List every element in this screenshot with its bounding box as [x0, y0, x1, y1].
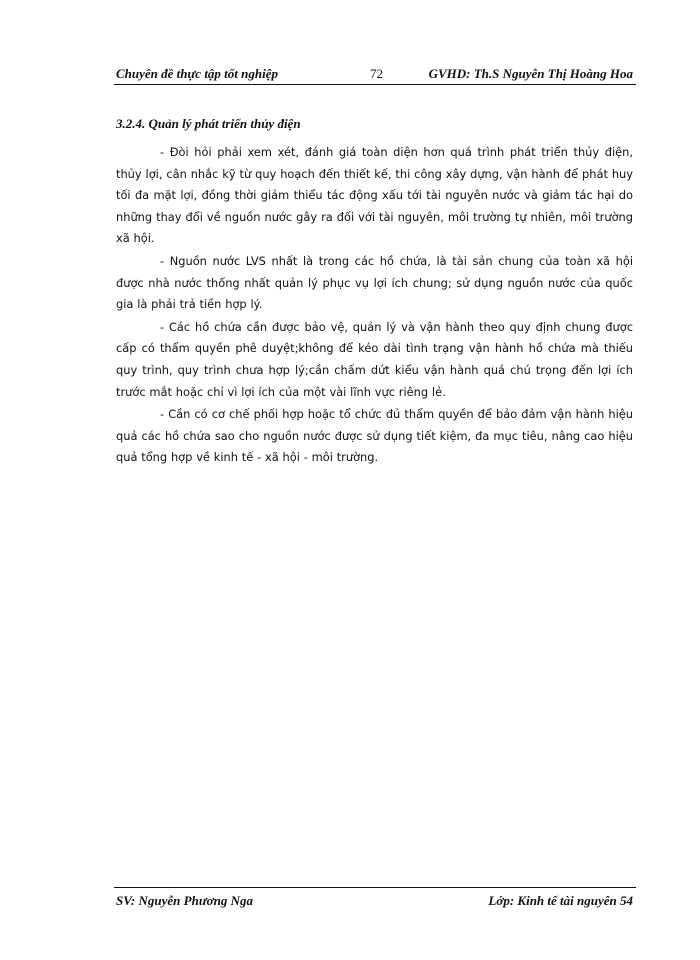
supervisor-name: GVHD: Th.S Nguyễn Thị Hoàng Hoa — [428, 66, 633, 81]
page-number: 72 — [370, 66, 383, 81]
paragraph: - Đòi hỏi phải xem xét, đánh giá toàn diện hơn quá trình phát triển thủy điện, thủy lợi, cân nhắc kỹ từ quy hoạch đến thiết kế, thi công xây dựng, vận hành để phát huy tối đa mặt lợi, đồng thời giảm thiểu tác động xấu tới tài nguyên nước và giảm tác hại do những thay đổi về nguồn nước gây ra đối với tài nguyên, môi trường tự nhiên, môi trường xã hội. — [116, 145, 633, 246]
document-title: Chuyên đề thực tập tốt nghiệp — [116, 66, 278, 81]
paragraph: - Các hồ chứa cần được bảo vệ, quản lý và vận hành theo quy định chung được cấp có thẩm quyền phê duyệt;không để kéo dài tình trạng vận hành hồ chứa mà thiếu quy trình, quy trình chưa hợp lý;cần chấm dứt kiểu vận hành quá chú trọng đến lợi ích trước mắt hoặc chỉ vì lợi ích của một vài lĩnh vực riêng lẻ. — [116, 319, 633, 399]
section-heading: 3.2.4. Quản lý phát triển thủy điện — [116, 116, 301, 131]
page-header — [116, 66, 633, 84]
paragraph: - Cần có cơ chế phối hợp hoặc tổ chức đủ thẩm quyền để bảo đảm vận hành hiệu quả các hồ chứa sao cho nguồn nước được sử dụng tiết kiệm, đa mục tiêu, nâng cao hiệu quả tổng hợp về kinh tế - xã hội - môi trường. — [116, 407, 633, 465]
class-name: Lớp: Kinh tế tài nguyên 54 — [488, 893, 633, 908]
student-name: SV: Nguyễn Phương Nga — [116, 893, 253, 908]
footer-divider — [114, 887, 636, 888]
page-footer — [116, 893, 633, 911]
header-divider — [114, 84, 636, 85]
section-body — [116, 142, 633, 470]
paragraph: - Nguồn nước LVS nhất là trong các hồ chứa, là tài sản chung của toàn xã hội được nhà nước thống nhất quản lý phục vụ lợi ích chung; sử dụng nguồn nước của quốc gia là phải trả tiền hợp lý. — [116, 253, 633, 312]
